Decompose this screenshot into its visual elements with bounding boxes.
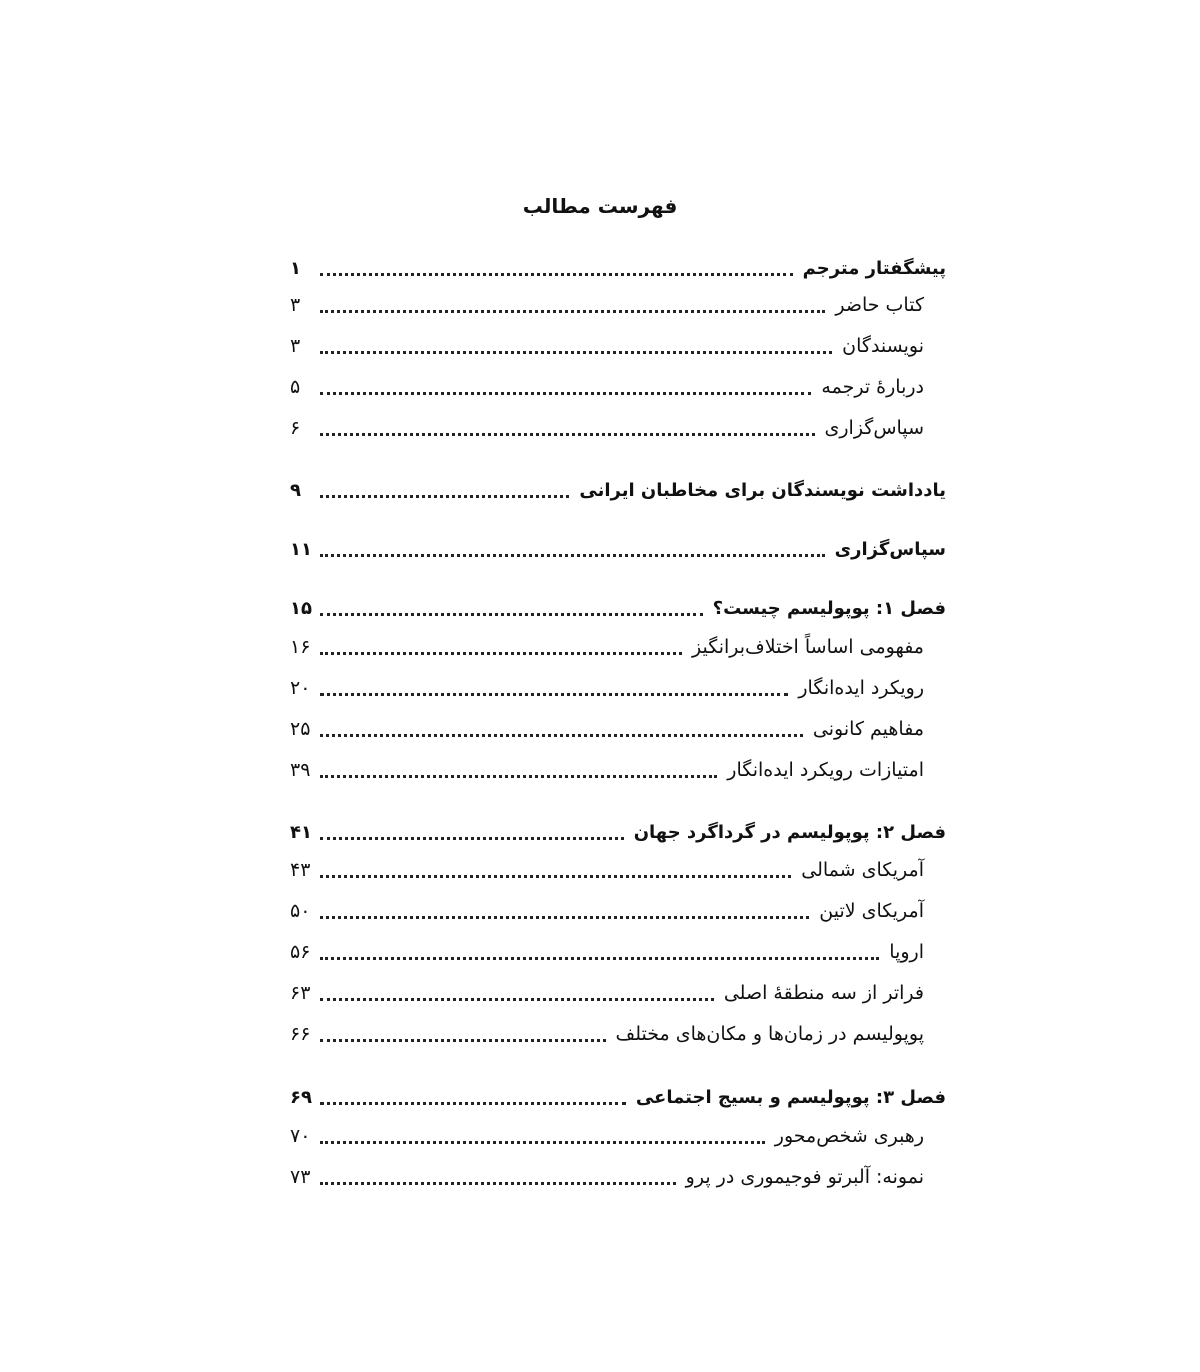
toc-entry-page: ۴۳: [290, 859, 311, 881]
toc-entry-page: ۶: [290, 417, 301, 439]
toc-entry-page: ۳۹: [290, 759, 311, 781]
dot-leader: [320, 351, 832, 354]
toc-entry-title: مفهومی اساساً اختلاف‌برانگیز: [692, 636, 924, 658]
dot-leader: [320, 998, 714, 1001]
toc-entry-section: [290, 711, 946, 747]
toc-entry-section: [290, 328, 946, 364]
toc-entry-title: اروپا: [889, 941, 924, 963]
toc-entry-page: ۵: [290, 376, 301, 398]
toc-entry-title: فراتر از سه منطقهٔ اصلی: [723, 982, 924, 1004]
toc-entry-title: امتیازات رویکرد ایده‌انگار: [727, 759, 924, 781]
dot-leader: [320, 652, 682, 655]
toc-entry-page: ۵۰: [290, 900, 311, 922]
toc-entry-section: [290, 287, 946, 323]
dot-leader: [320, 1039, 606, 1042]
dot-leader: [320, 613, 703, 616]
toc-entry-chapter: [290, 531, 946, 567]
toc-entry-section: [290, 670, 946, 706]
toc-entry-title: سپاس‌گزاری: [824, 417, 924, 439]
toc-entry-title: مفاهیم کانونی: [812, 718, 924, 740]
toc-entry-page: ۳: [290, 335, 301, 357]
toc-entry-title: سپاس‌گزاری: [834, 538, 946, 560]
dot-leader: [320, 554, 825, 557]
toc-entry-title: نمونه: آلبرتو فوجیموری در پرو: [685, 1166, 924, 1188]
toc-entry-page: ۷۰: [290, 1125, 311, 1147]
toc-entry-section: [290, 629, 946, 665]
toc-entry-section: [290, 852, 946, 888]
toc-entry-title: فصل ۳: پوپولیسم و بسیج اجتماعی: [635, 1086, 946, 1108]
toc-entry-title: فصل ۱: پوپولیسم چیست؟: [712, 597, 946, 619]
toc-entry-section: [290, 369, 946, 405]
toc-entry-page: ۹: [290, 479, 301, 501]
dot-leader: [320, 734, 803, 737]
toc-entry-page: ۷۳: [290, 1166, 311, 1188]
toc-entry-section: [290, 410, 946, 446]
toc-entry-page: ۶۶: [290, 1023, 311, 1045]
dot-leader: [320, 433, 815, 436]
dot-leader: [320, 693, 788, 696]
toc-entry-page: ۲۵: [290, 718, 311, 740]
dot-leader: [320, 837, 624, 840]
dot-leader: [320, 495, 569, 498]
toc-entry-section: [290, 752, 946, 788]
toc-entry-title: دربارهٔ ترجمه: [821, 376, 924, 398]
toc-entry-title: آمریکای شمالی: [801, 859, 924, 881]
toc-entry-title: نویسندگان: [842, 335, 924, 357]
toc-entry-title: فصل ۲: پوپولیسم در گرداگرد جهان: [633, 821, 946, 843]
dot-leader: [320, 957, 879, 960]
dot-leader: [320, 1141, 765, 1144]
page-title: فهرست مطالب: [522, 194, 678, 218]
toc-entry-title: رهبری شخص‌محور: [774, 1125, 924, 1147]
toc-entry-page: ۳: [290, 294, 301, 316]
toc-entry-section: [290, 975, 946, 1011]
dot-leader: [320, 310, 825, 313]
toc-entry-chapter: [290, 250, 946, 286]
dot-leader: [320, 916, 809, 919]
toc-entry-page: ۱: [290, 257, 301, 279]
toc-entry-page: ۵۶: [290, 941, 311, 963]
dot-leader: [320, 1102, 626, 1105]
toc-entry-title: آمریکای لاتین: [819, 900, 924, 922]
toc-entry-page: ۱۵: [290, 597, 312, 619]
toc-entry-title: کتاب حاضر: [835, 294, 924, 316]
dot-leader: [320, 392, 811, 395]
toc-entry-section: [290, 1016, 946, 1052]
dot-leader: [320, 875, 791, 878]
toc-entry-page: ۴۱: [290, 821, 312, 843]
dot-leader: [320, 1182, 676, 1185]
toc-entry-title: رویکرد ایده‌انگار: [798, 677, 924, 699]
toc-entry-page: ۱۱: [290, 538, 312, 560]
toc-entry-page: ۱۶: [290, 636, 311, 658]
toc-entry-chapter: [290, 590, 946, 626]
toc-entry-section: [290, 893, 946, 929]
toc-entry-chapter: [290, 814, 946, 850]
toc-entry-section: [290, 1118, 946, 1154]
toc-entry-page: ۲۰: [290, 677, 311, 699]
toc-entry-page: ۶۳: [290, 982, 311, 1004]
toc-entry-title: یادداشت نویسندگان برای مخاطبان ایرانی: [579, 479, 946, 501]
toc-entry-chapter: [290, 472, 946, 508]
toc-entry-section: [290, 1159, 946, 1195]
toc-entry-page: ۶۹: [290, 1086, 312, 1108]
dot-leader: [320, 273, 793, 276]
dot-leader: [320, 775, 717, 778]
toc-entry-chapter: [290, 1079, 946, 1115]
toc-entry-title: پوپولیسم در زمان‌ها و مکان‌های مختلف: [615, 1023, 924, 1045]
toc-entry-section: [290, 934, 946, 970]
toc-entry-title: پیشگفتار مترجم: [802, 257, 946, 279]
